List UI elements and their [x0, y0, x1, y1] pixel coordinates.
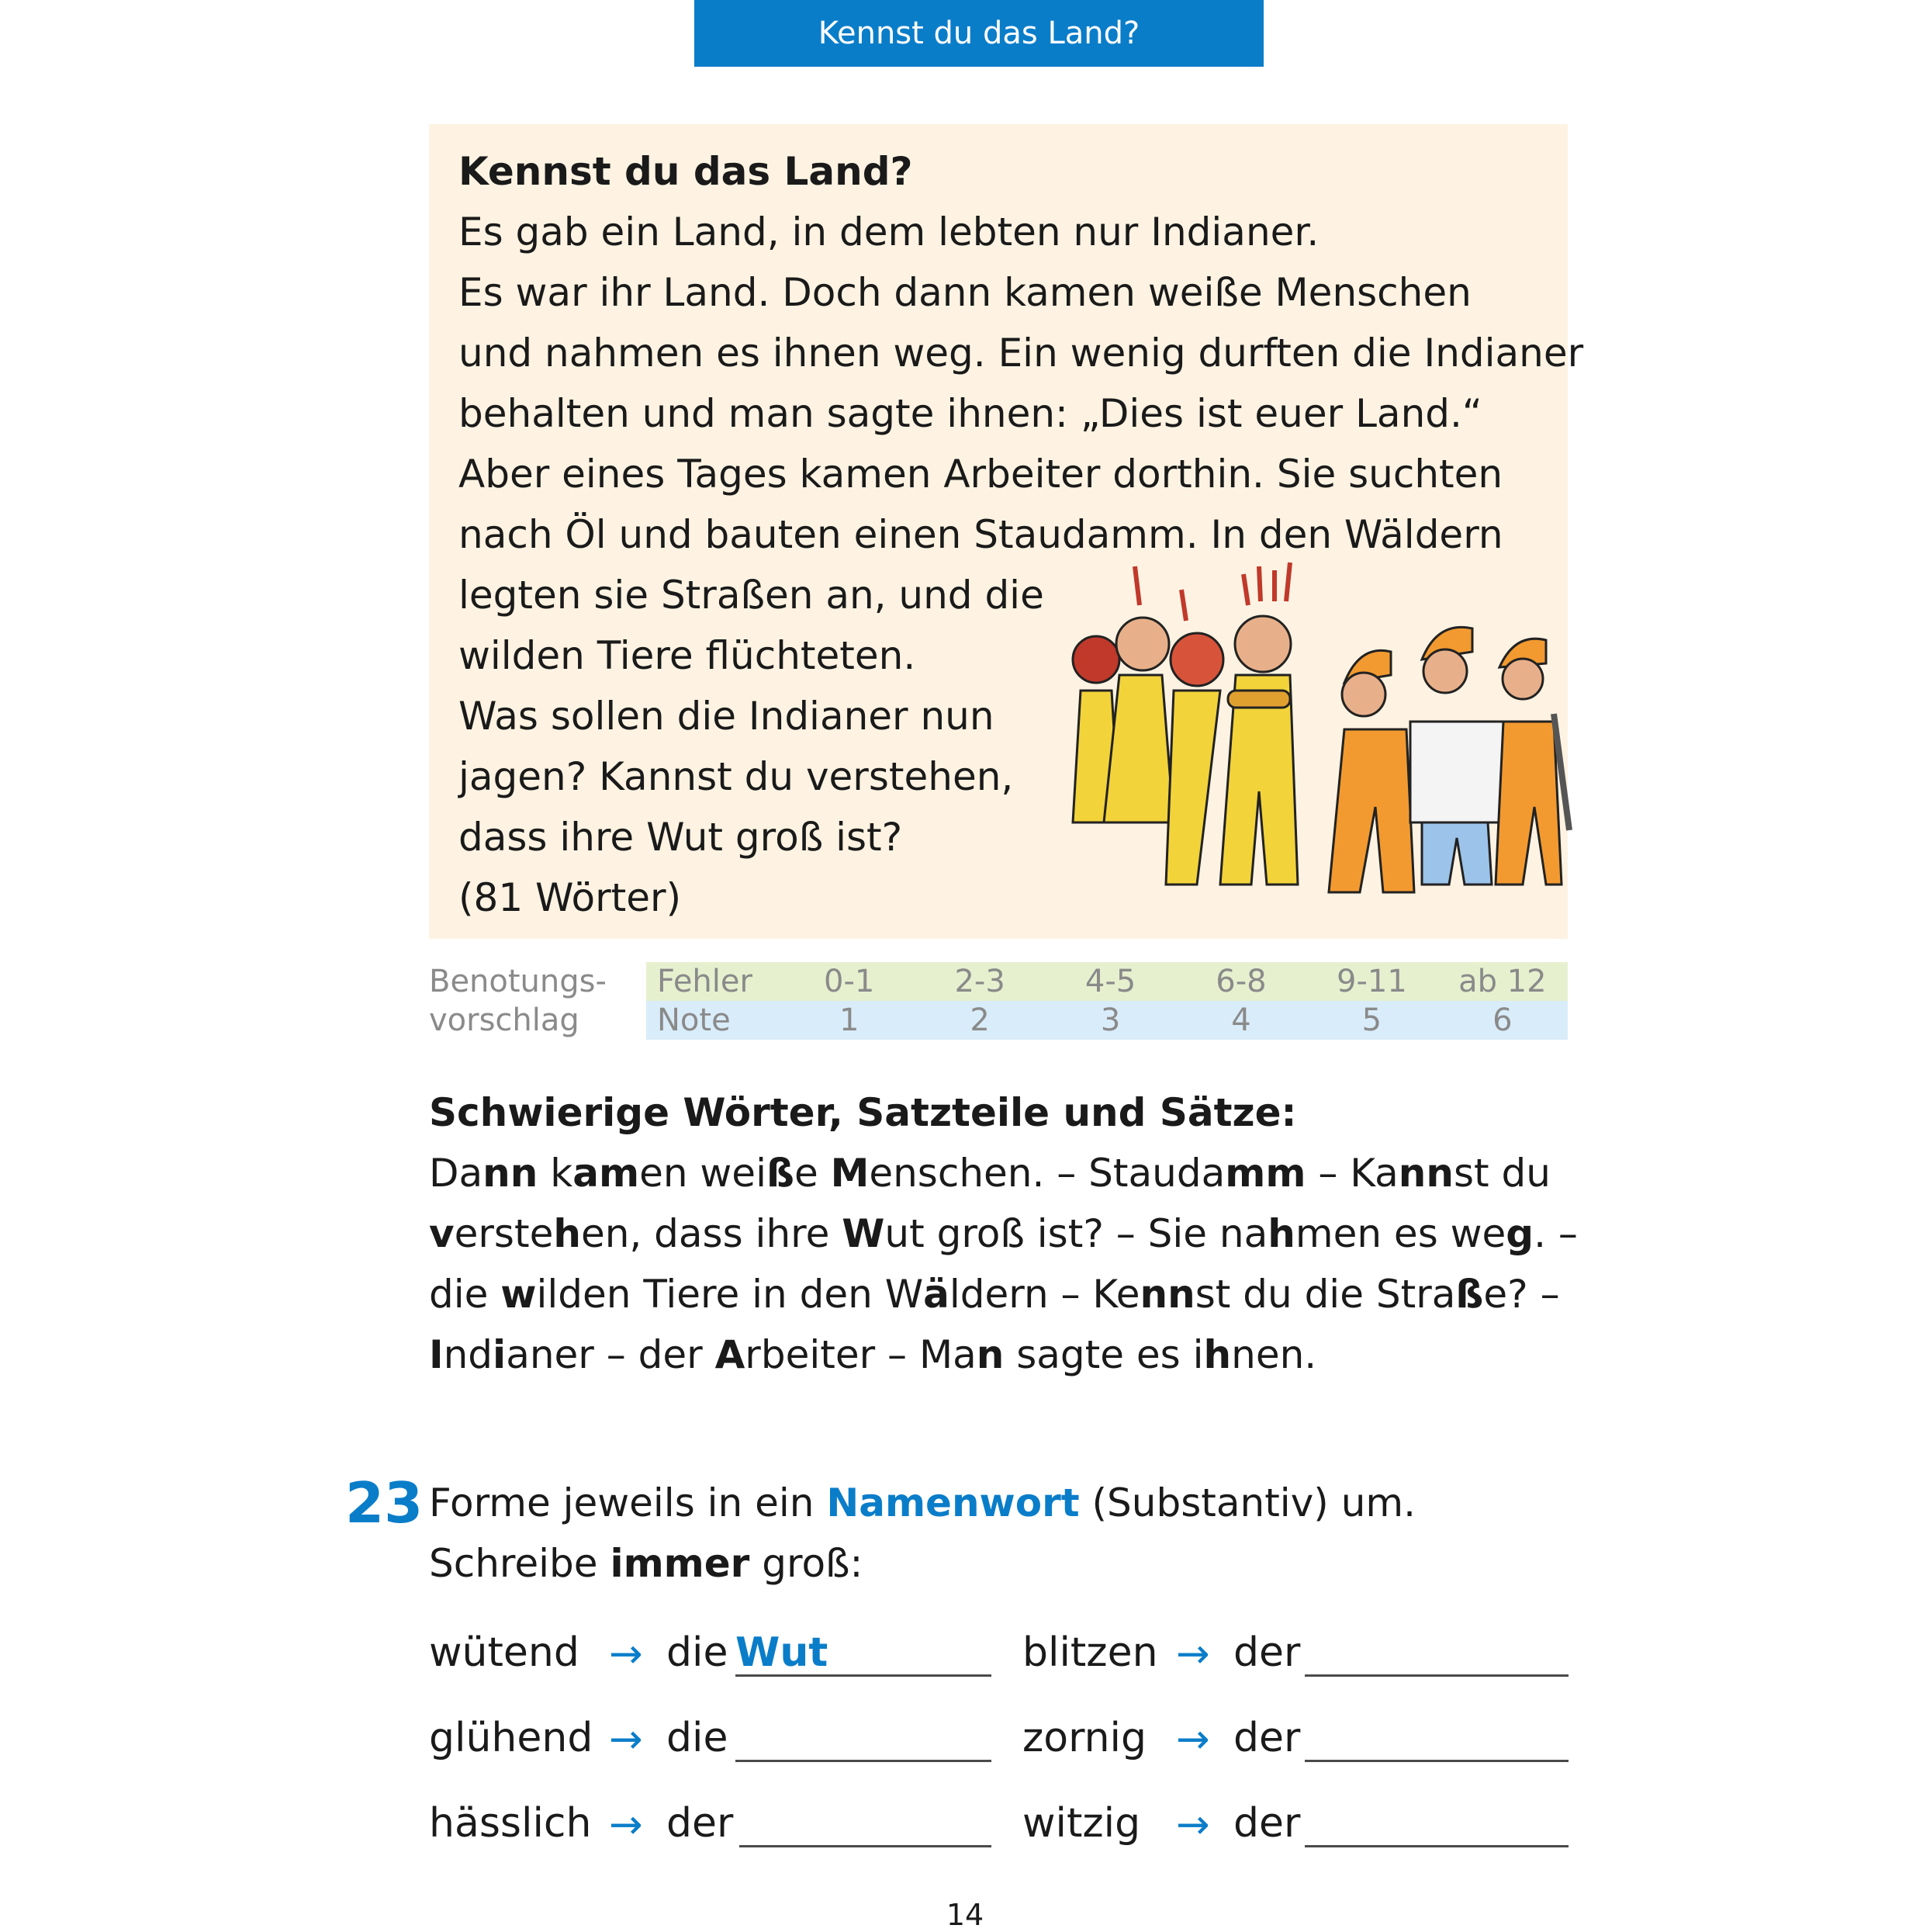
highlighted-letters: ä	[923, 1272, 949, 1317]
exercise-article: der	[1233, 1629, 1301, 1676]
highlighted-letters: I	[429, 1332, 444, 1377]
difficult-words-line	[429, 1203, 1578, 1264]
arrow-right-icon: →	[1176, 1716, 1210, 1763]
difficult-words-line	[429, 1143, 1578, 1203]
highlighted-letters: nn	[1140, 1272, 1195, 1317]
grade-cell: 2	[970, 1002, 990, 1038]
grade-row	[646, 1001, 1568, 1040]
text-segment: ut groß ist? – Sie na	[884, 1211, 1268, 1256]
text-segment: erste	[454, 1211, 554, 1256]
text-segment: . –	[1534, 1211, 1578, 1256]
arrow-right-icon: →	[609, 1631, 643, 1678]
errors-cell: 0-1	[824, 964, 875, 999]
text-segment: aner – der	[506, 1332, 715, 1377]
difficult-words-line	[429, 1264, 1578, 1324]
text-segment: nd	[443, 1332, 493, 1377]
exercise-word: witzig	[1022, 1800, 1141, 1847]
highlighted-letters: W	[842, 1211, 885, 1256]
story-title: Kennst du das Land?	[458, 149, 913, 194]
chapter-header	[694, 0, 1264, 67]
arrow-right-icon: →	[609, 1716, 643, 1763]
story-line: behalten und man sagte ihnen: „Dies ist euer Land.“	[458, 391, 1482, 436]
story-line: dass ihre Wut groß ist?	[458, 815, 903, 860]
text-segment: en wei	[639, 1151, 766, 1196]
text-segment: e	[794, 1151, 831, 1196]
difficult-words-section	[429, 1082, 1578, 1385]
word-count: (81 Wörter)	[458, 875, 682, 920]
exercise-answer: Wut	[735, 1629, 828, 1676]
task-keyword: Namenwort	[826, 1480, 1080, 1525]
chapter-title: Kennst du das Land?	[818, 16, 1140, 51]
text-segment: e? –	[1483, 1272, 1560, 1317]
errors-cell: 2-3	[954, 964, 1005, 999]
grade-cell: 1	[839, 1002, 860, 1038]
text-segment: en, dass ihre	[580, 1211, 842, 1256]
indian-figures	[1073, 563, 1298, 885]
errors-cell: 9-11	[1337, 964, 1407, 999]
highlighted-letters: h	[553, 1211, 581, 1256]
errors-row	[646, 962, 1568, 1001]
grading-label-line: Benotungs-	[429, 964, 607, 999]
highlighted-letters: v	[429, 1211, 455, 1256]
grade-cell: 5	[1361, 1002, 1382, 1038]
exercise-word: hässlich	[429, 1800, 592, 1847]
answer-blank[interactable]	[739, 1845, 991, 1847]
arrow-right-icon: →	[1176, 1802, 1210, 1848]
grade-cell: 6	[1492, 1002, 1513, 1038]
text-segment: – Ka	[1306, 1151, 1399, 1196]
text-segment: sagte es i	[1004, 1332, 1204, 1377]
highlighted-letters: mm	[1225, 1151, 1306, 1196]
highlighted-letters: h	[1268, 1211, 1295, 1256]
grading-label-line: vorschlag	[429, 1002, 579, 1038]
answer-blank[interactable]	[1305, 1845, 1569, 1847]
highlighted-letters: ß	[766, 1151, 794, 1196]
text-segment: st du	[1453, 1151, 1551, 1196]
task-instructions	[429, 1473, 1416, 1594]
story-line: nach Öl und bauten einen Staudamm. In den Wäldern	[458, 512, 1503, 557]
text-segment: k	[550, 1151, 573, 1196]
text-segment: ilden Tiere in den W	[536, 1272, 924, 1317]
grading-label	[429, 962, 607, 1040]
story-line: Es gab ein Land, in dem lebten nur Indianer.	[458, 209, 1320, 254]
story-line: jagen? Kannst du verstehen,	[458, 754, 1014, 799]
text-segment: die	[429, 1272, 501, 1317]
grade-header: Note	[657, 1002, 731, 1038]
grading-table	[646, 962, 1568, 1040]
task-text-part: Schreibe	[429, 1541, 610, 1586]
answer-blank[interactable]	[1305, 1760, 1569, 1762]
grade-cell: 4	[1231, 1002, 1251, 1038]
story-line: wilden Tiere flüchteten.	[458, 633, 916, 678]
task-text-part: (Substantiv) um.	[1079, 1480, 1416, 1525]
story-line: und nahmen es ihnen weg. Ein wenig durften die Indianer	[458, 331, 1584, 376]
exercise-item	[429, 1629, 995, 1684]
errors-header: Fehler	[657, 964, 752, 999]
highlighted-letters: i	[493, 1332, 507, 1377]
task-line	[429, 1533, 1416, 1594]
highlighted-letters: h	[1203, 1332, 1232, 1377]
page-number: 14	[946, 1898, 984, 1932]
text-segment: enschen. – Stauda	[869, 1151, 1226, 1196]
text-segment	[538, 1151, 550, 1196]
exercise-item	[429, 1800, 995, 1854]
answer-blank[interactable]	[1305, 1674, 1569, 1677]
story-line: Was sollen die Indianer nun	[458, 694, 994, 739]
highlighted-letters: M	[830, 1151, 870, 1196]
text-segment: Da	[429, 1151, 483, 1196]
task-text-part: Forme jeweils in ein	[429, 1480, 827, 1525]
text-segment: men es we	[1295, 1211, 1506, 1256]
story-line: Aber eines Tages kamen Arbeiter dorthin. Sie suchten	[458, 452, 1503, 497]
story-line: Es war ihr Land. Doch dann kamen weiße Menschen	[458, 270, 1472, 315]
exercise-article: die	[666, 1715, 728, 1761]
exercise-item	[429, 1715, 995, 1769]
task-text-part: groß:	[749, 1541, 863, 1586]
exercise-word: blitzen	[1022, 1629, 1158, 1676]
exercise-item	[1022, 1629, 1569, 1684]
exercise-article: der	[1233, 1715, 1301, 1761]
text-segment: st du die Stra	[1195, 1272, 1456, 1317]
difficult-words-title: Schwierige Wörter, Satzteile und Sätze:	[429, 1090, 1297, 1135]
exercise-article: der	[1233, 1800, 1301, 1847]
task-number: 23	[345, 1470, 424, 1536]
errors-cell: 4-5	[1084, 964, 1136, 999]
exercise-word: zornig	[1022, 1715, 1147, 1761]
text-segment: nen.	[1231, 1332, 1317, 1377]
grade-cell: 3	[1100, 1002, 1121, 1038]
highlighted-letters: am	[572, 1151, 640, 1196]
story-line: legten sie Straßen an, und die	[458, 573, 1044, 618]
text-segment: rbeiter – Ma	[745, 1332, 977, 1377]
answer-blank[interactable]	[735, 1760, 991, 1762]
highlighted-letters: n	[976, 1332, 1005, 1377]
highlighted-letters: A	[714, 1332, 745, 1377]
indians-and-workers-illustration	[1019, 559, 1577, 931]
exercise-article: die	[666, 1629, 728, 1676]
errors-cell: 6-8	[1216, 964, 1267, 999]
text-segment: ldern – Ke	[949, 1272, 1140, 1317]
highlighted-letters: w	[500, 1272, 537, 1317]
story-box	[429, 124, 1584, 939]
exercise-item	[1022, 1715, 1569, 1769]
arrow-right-icon: →	[609, 1802, 643, 1848]
highlighted-letters: nn	[482, 1151, 538, 1196]
worker-figures	[1329, 627, 1569, 892]
exercise-item	[1022, 1800, 1569, 1854]
exercise-word: wütend	[429, 1629, 579, 1676]
exercise-word: glühend	[429, 1715, 593, 1761]
exercise-article: der	[666, 1800, 734, 1847]
errors-cell: ab 12	[1458, 964, 1547, 999]
highlighted-letters: nn	[1398, 1151, 1454, 1196]
highlighted-letters: ß	[1455, 1272, 1484, 1317]
difficult-words-line	[429, 1324, 1578, 1385]
arrow-right-icon: →	[1176, 1631, 1210, 1678]
answer-blank[interactable]	[735, 1674, 991, 1677]
grading-suggestion	[429, 962, 1568, 1040]
task-emphasis: immer	[610, 1541, 750, 1586]
task-line	[429, 1473, 1416, 1533]
highlighted-letters: g	[1506, 1211, 1534, 1256]
